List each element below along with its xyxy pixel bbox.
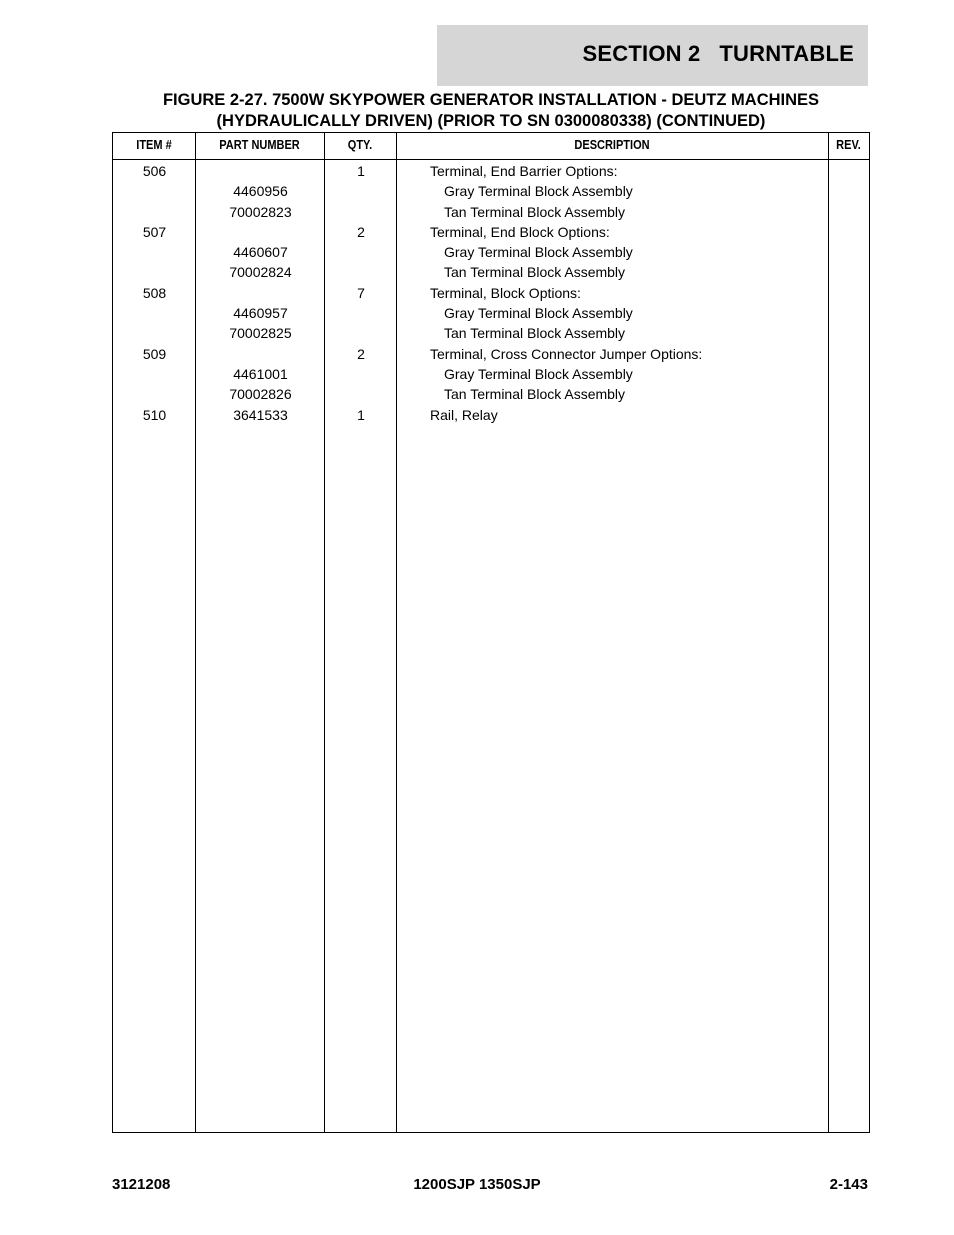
footer-page-number: 2-143 <box>829 1176 868 1193</box>
table-row <box>113 283 869 303</box>
table-row <box>113 384 869 404</box>
description: Tan Terminal Block Assembly <box>444 264 626 281</box>
footer-models: 1200SJP 1350SJP <box>413 1176 541 1193</box>
footer-document-number: 3121208 <box>112 1176 171 1193</box>
column-header-item: ITEM # <box>136 138 172 152</box>
part-number: 70002823 <box>229 203 292 220</box>
figure-title <box>0 90 954 132</box>
part-number: 4461001 <box>233 365 288 382</box>
item-number: 508 <box>142 284 167 301</box>
item-number: 507 <box>142 223 167 240</box>
parts-table <box>112 132 870 1133</box>
part-number: 3641533 <box>233 406 288 423</box>
description: Gray Terminal Block Assembly <box>444 305 633 322</box>
table-row <box>113 262 869 282</box>
quantity: 7 <box>357 284 365 301</box>
description: Rail, Relay <box>430 406 498 423</box>
part-number: 4460607 <box>233 244 288 261</box>
part-number: 70002826 <box>229 386 292 403</box>
description: Terminal, End Barrier Options: <box>430 163 618 179</box>
column-header-qty: QTY. <box>347 138 373 152</box>
quantity: 2 <box>357 223 365 240</box>
table-row <box>113 222 869 242</box>
quantity: 1 <box>357 406 365 423</box>
table-row <box>113 181 869 201</box>
column-header-rev: REV. <box>836 138 861 152</box>
table-row <box>113 202 869 222</box>
header-divider <box>113 159 869 160</box>
table-row <box>113 242 869 262</box>
description: Tan Terminal Block Assembly <box>444 203 626 220</box>
column-header-part-number: PART NUMBER <box>219 138 300 152</box>
description: Tan Terminal Block Assembly <box>444 325 626 342</box>
description: Terminal, Block Options: <box>430 284 581 301</box>
table-row <box>113 323 869 343</box>
table-body <box>113 161 869 425</box>
figure-title-line-1: FIGURE 2-27. 7500W SKYPOWER GENERATOR INSTALLATION - DEUTZ MACHINES <box>162 91 820 109</box>
section-title: SECTION 2 TURNTABLE <box>582 41 854 66</box>
item-number: 509 <box>142 345 167 362</box>
table-row <box>113 303 869 323</box>
item-number: 510 <box>142 406 167 423</box>
column-header-description: DESCRIPTION <box>574 138 650 152</box>
table-row <box>113 344 869 364</box>
description: Gray Terminal Block Assembly <box>444 183 633 200</box>
part-number: 4460957 <box>233 305 288 322</box>
table-row <box>113 161 869 181</box>
part-number: 70002824 <box>229 264 292 281</box>
table-row <box>113 364 869 384</box>
description: Terminal, Cross Connector Jumper Options: <box>430 345 703 362</box>
part-number: 4460956 <box>233 183 288 200</box>
quantity: 1 <box>357 163 365 179</box>
section-header <box>437 25 868 86</box>
description: Tan Terminal Block Assembly <box>444 386 626 403</box>
description: Gray Terminal Block Assembly <box>444 244 633 261</box>
quantity: 2 <box>357 345 365 362</box>
table-row <box>113 405 869 425</box>
part-number: 70002825 <box>229 325 292 342</box>
figure-title-line-2: (HYDRAULICALLY DRIVEN) (PRIOR TO SN 0300080338) (CONTINUED) <box>216 112 766 130</box>
description: Gray Terminal Block Assembly <box>444 365 633 382</box>
item-number: 506 <box>142 163 167 179</box>
description: Terminal, End Block Options: <box>430 223 610 240</box>
